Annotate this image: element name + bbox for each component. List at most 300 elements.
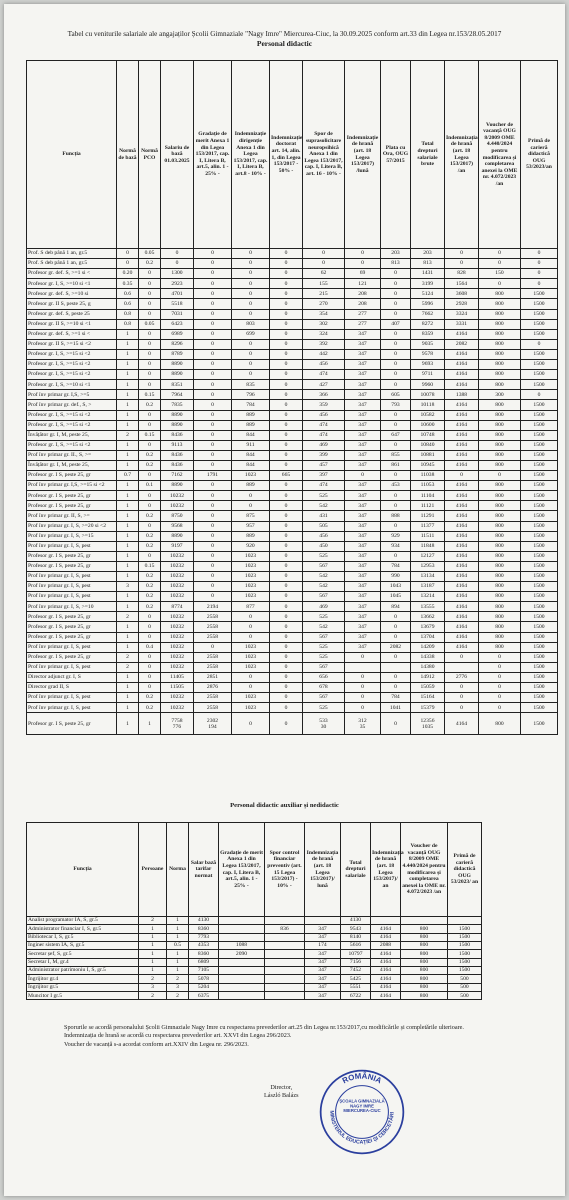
table-cell: 647	[381, 430, 411, 440]
table-cell: 0	[479, 249, 521, 259]
row-function-cell: Profesor gr. I, S, >=15 si <2	[27, 410, 117, 420]
table-row	[27, 289, 558, 299]
table-cell: 0	[479, 662, 521, 672]
table-cell: 0	[445, 471, 479, 481]
table-cell: 0	[345, 683, 381, 693]
table-cell: 1	[117, 400, 139, 410]
table-cell: 0.2	[139, 541, 161, 551]
table-cell: 0	[270, 521, 303, 531]
table-cell: 0	[194, 572, 232, 582]
table-cell: 1	[117, 693, 139, 703]
table-cell: 0	[270, 349, 303, 359]
table-cell: 2	[139, 917, 167, 925]
table-cell: 800	[479, 622, 521, 632]
table-cell: 1	[117, 501, 139, 511]
table-cell: 0	[381, 360, 411, 370]
table-cell: 0	[232, 713, 270, 735]
table-cell: 7452	[341, 967, 371, 975]
table-cell: 347	[345, 410, 381, 420]
table-cell: 15059	[411, 683, 445, 693]
table-cell: 0	[270, 380, 303, 390]
table-cell: 1	[167, 933, 189, 941]
table-cell: 835	[232, 380, 270, 390]
table-row	[27, 917, 482, 925]
table-cell: 1564	[445, 279, 479, 289]
table-cell: 2	[139, 992, 167, 1000]
table-cell: 2928	[445, 299, 479, 309]
table-cell: 9960	[411, 380, 445, 390]
table-cell: 796	[232, 390, 270, 400]
table-row	[27, 551, 558, 561]
table-cell: 6989	[161, 329, 194, 339]
table-cell: 0	[445, 249, 479, 259]
table-cell	[219, 975, 265, 983]
row-function-cell: Profesor gr. I S, peste 25, gr	[27, 652, 117, 662]
row-function-cell: Profesor gr. II S, peste 25, g	[27, 299, 117, 309]
table-cell: 0	[381, 329, 411, 339]
table-cell: 3331	[445, 319, 479, 329]
table-cell: 1388	[445, 390, 479, 400]
table-cell: 800	[401, 942, 448, 950]
stacked-value: 35	[359, 723, 366, 730]
table-cell: 9578	[411, 349, 445, 359]
table-cell: 0	[194, 329, 232, 339]
table-cell: 0	[139, 329, 161, 339]
table-cell: 300	[479, 390, 521, 400]
table-cell: 1500	[448, 925, 482, 933]
table-cell: 800	[479, 420, 521, 430]
table-cell: 4164	[445, 329, 479, 339]
table-cell: 1500	[448, 967, 482, 975]
table-cell: 2558	[194, 703, 232, 713]
table-cell: 14209	[411, 642, 445, 652]
table-cell: 13214	[411, 592, 445, 602]
table-cell: 7162	[161, 471, 194, 481]
table-cell: 1500	[521, 319, 558, 329]
table-cell: 0	[194, 279, 232, 289]
table-cell: 1	[117, 642, 139, 652]
table-cell: 1500	[521, 289, 558, 299]
row-function-cell: Analist programator IA, S, gr.5	[27, 917, 139, 925]
row-function-cell: Prof înv primar gr. I, S, pest	[27, 582, 117, 592]
table-cell: 525	[303, 612, 345, 622]
table-cell: 0	[194, 349, 232, 359]
table-cell	[265, 942, 305, 950]
table-cell: 800	[401, 933, 448, 941]
table-cell	[345, 713, 381, 735]
row-function-cell: Muncitor I gr.5	[27, 992, 139, 1000]
column-header: Indemnizația de hrană (art. 18 Legea 153/2017)/ lună	[305, 823, 341, 917]
table-cell: 0	[270, 450, 303, 460]
table-cell: 0	[194, 531, 232, 541]
table-cell: 121	[345, 279, 381, 289]
table-cell: 10232	[161, 612, 194, 622]
stacked-value: 1035	[421, 723, 434, 730]
table-cell: 1	[117, 531, 139, 541]
table-cell: 1	[117, 572, 139, 582]
table-cell: 10840	[411, 440, 445, 450]
table-cell: 469	[303, 602, 345, 612]
row-function-cell: Bibliotecar I, S, gr.5	[27, 933, 139, 941]
table-cell: 456	[303, 410, 345, 420]
table-cell: 8890	[161, 420, 194, 430]
table-row	[27, 602, 558, 612]
row-function-cell: Inginer sistem IA, S, gr.5	[27, 942, 139, 950]
table-cell: 0	[194, 309, 232, 319]
table-cell: 800	[401, 975, 448, 983]
table-cell: 8359	[411, 329, 445, 339]
table-cell: 10078	[411, 390, 445, 400]
stacked-value: 30	[320, 723, 327, 730]
table-cell: 1	[117, 592, 139, 602]
table-cell: 0	[194, 440, 232, 450]
table-cell: 347	[305, 967, 341, 975]
table-cell: 0	[194, 450, 232, 460]
table-cell: 0	[345, 693, 381, 703]
row-function-cell: Profesor gr. I, S, >=15 si <2	[27, 420, 117, 430]
table-cell: 1	[167, 917, 189, 925]
table-cell: 1023	[232, 572, 270, 582]
table-cell: 0	[139, 289, 161, 299]
table-cell: 2	[117, 430, 139, 440]
table-cell: 15164	[411, 693, 445, 703]
table-cell: 0	[270, 420, 303, 430]
table-cell: 0	[117, 249, 139, 259]
table-cell: 0	[381, 410, 411, 420]
table-cell: 8890	[161, 481, 194, 491]
table-cell: 0	[270, 592, 303, 602]
table-cell: 7835	[161, 400, 194, 410]
table-cell: 347	[345, 501, 381, 511]
table-cell: 1500	[521, 420, 558, 430]
row-function-cell: Prof înv primar gr. I, S, >=20 si <2	[27, 521, 117, 531]
table-row	[27, 319, 558, 329]
table-cell: 208	[345, 299, 381, 309]
stacked-value: 12356	[420, 717, 435, 724]
table-cell: 0	[139, 370, 161, 380]
table-cell: 0.2	[139, 693, 161, 703]
table-cell: 800	[479, 360, 521, 370]
table-cell: 0	[139, 309, 161, 319]
table-cell: 2090	[219, 950, 265, 958]
table-cell: 0	[232, 269, 270, 279]
table-cell: 2851	[194, 672, 232, 682]
table-cell: 990	[381, 572, 411, 582]
table-cell: 1	[117, 450, 139, 460]
table-cell: 1023	[232, 582, 270, 592]
row-function-cell: Secretar I, M, gr.4	[27, 958, 139, 966]
table-cell: 0.2	[139, 400, 161, 410]
column-header: Indemnizație doctorat art. 14, alin. 1, din Legea 153/2017 - 50% -	[270, 61, 303, 249]
row-function-cell: Profesor gr. II S, >=10 si <1	[27, 319, 117, 329]
column-header: Gradație de merit Anexa 1 din Legea 153/2017, cap. I, Litera B, art.5, alin. 1 - 25% -	[194, 61, 232, 249]
table-cell: 525	[303, 491, 345, 501]
table-row	[27, 541, 558, 551]
table-cell: 2	[117, 612, 139, 622]
table-cell: 0.2	[139, 259, 161, 269]
table-cell: 208	[345, 289, 381, 299]
row-function-cell: Prof înv primar gr. I, S, pest	[27, 541, 117, 551]
row-function-cell: Prof înv primar gr. I, S, pest	[27, 662, 117, 672]
table-cell: 800	[401, 983, 448, 991]
table-cell: 4164	[445, 561, 479, 571]
table-cell: 800	[479, 460, 521, 470]
table-cell: 0	[139, 360, 161, 370]
row-function-cell: Profesor gr. I S, peste 25, gr	[27, 501, 117, 511]
row-function-cell: Profesor gr. I, S, >=15 si <2	[27, 440, 117, 450]
table-cell: 1500	[521, 592, 558, 602]
table-row	[27, 410, 558, 420]
table-cell: 1	[117, 390, 139, 400]
table-cell: 347	[345, 329, 381, 339]
table-cell: 525	[303, 703, 345, 713]
table-cell: 0	[270, 319, 303, 329]
table-cell: 0	[381, 501, 411, 511]
table-cell: 1	[117, 360, 139, 370]
table-cell: 0.8	[117, 319, 139, 329]
row-function-cell: Administrator patrimoniu I, S, gr.5	[27, 967, 139, 975]
table-cell: 0	[270, 430, 303, 440]
table-cell: 0	[521, 390, 558, 400]
table-cell: 474	[303, 481, 345, 491]
table-cell: 1500	[448, 950, 482, 958]
table-cell: 567	[303, 632, 345, 642]
table-cell: 0	[232, 259, 270, 269]
table-cell: 0	[445, 652, 479, 662]
table-cell: 2194	[194, 602, 232, 612]
note-2: Indemnizația de hrană se acordă cu respectarea prevederilor art. XXVI din Legea 296/2023.	[64, 1032, 292, 1040]
table-cell: 4164	[445, 612, 479, 622]
table-cell: 347	[345, 360, 381, 370]
table-cell: 4164	[371, 950, 401, 958]
table-cell	[161, 713, 194, 735]
table-cell: 0	[345, 249, 381, 259]
table-cell: 5124	[411, 289, 445, 299]
table-cell: 1500	[521, 309, 558, 319]
table-cell: 0	[139, 471, 161, 481]
table-cell: 4164	[371, 975, 401, 983]
table-cell: 505	[303, 521, 345, 531]
section-title-auxiliar: Personal didactic auxiliar și nedidactic	[230, 802, 339, 809]
column-header: Gradație de merit Anexa 1 din Legea 153/2017, cap. I, Litera B, art.5, alin. 1 - 25% -	[219, 823, 265, 917]
table-cell: 0	[194, 582, 232, 592]
table-cell: 0	[270, 642, 303, 652]
row-function-cell: Profesor gr. def. S, peste 25	[27, 309, 117, 319]
table-cell: 1	[117, 329, 139, 339]
table-cell: 4130	[189, 917, 219, 925]
table-cell: 1	[117, 602, 139, 612]
table-cell: 1041	[381, 703, 411, 713]
table-row	[27, 430, 558, 440]
table-cell: 0	[139, 339, 161, 349]
table-cell	[305, 917, 341, 925]
table-cell: 0	[345, 672, 381, 682]
table-cell: 0	[345, 259, 381, 269]
table-cell: 0	[479, 259, 521, 269]
table-cell: 800	[479, 309, 521, 319]
table-cell: 8436	[161, 430, 194, 440]
table-cell: 500	[448, 975, 482, 983]
table-cell: 3	[139, 983, 167, 991]
table-cell: 4164	[371, 967, 401, 975]
table-cell: 347	[345, 430, 381, 440]
table-cell: 11038	[411, 471, 445, 481]
table-cell: 1	[117, 541, 139, 551]
table-cell: 0	[381, 309, 411, 319]
table-cell: 347	[305, 983, 341, 991]
table-cell: 1500	[521, 349, 558, 359]
table-cell: 1	[117, 481, 139, 491]
table-cell: 0	[270, 491, 303, 501]
table-cell	[265, 967, 305, 975]
table-cell: 911	[232, 440, 270, 450]
table-cell: 0	[479, 279, 521, 289]
table-cell: 500	[448, 992, 482, 1000]
table-cell: 0.05	[139, 249, 161, 259]
row-function-cell: Prof înv primar gr. II., S, >=	[27, 450, 117, 460]
table-cell: 0	[139, 380, 161, 390]
table-cell: 4164	[445, 360, 479, 370]
table-cell: 0	[381, 551, 411, 561]
table-cell: 7156	[341, 958, 371, 966]
row-function-cell: Prof înv primar gr. I, S, pest	[27, 642, 117, 652]
table-cell: 7793	[189, 933, 219, 941]
table-cell: 150	[479, 269, 521, 279]
table-cell: 0	[161, 259, 194, 269]
table-cell: 0	[270, 703, 303, 713]
table-cell: 12953	[411, 561, 445, 571]
table-cell: 1500	[521, 652, 558, 662]
table-cell: 215	[303, 289, 345, 299]
table-cell: 0	[194, 561, 232, 571]
table-cell: 1	[117, 440, 139, 450]
column-header: Indemnizație dirigenție Anexa 1 din Legea 153/2017, cap. I, Litera B, art.8 - 10% -	[232, 61, 270, 249]
table-cell: 0	[194, 400, 232, 410]
table-cell: 1431	[411, 269, 445, 279]
table-cell: 347	[345, 531, 381, 541]
table-cell: 0	[270, 370, 303, 380]
table-cell: 0	[139, 551, 161, 561]
table-cell: 4164	[445, 602, 479, 612]
table-cell: 0	[381, 612, 411, 622]
table-cell	[194, 713, 232, 735]
table-cell: 1500	[521, 299, 558, 309]
row-function-cell: Profesor gr. I S, peste 25, gr	[27, 622, 117, 632]
table-cell: 800	[479, 450, 521, 460]
table-cell: 0	[194, 380, 232, 390]
table-row	[27, 572, 558, 582]
table-row	[27, 975, 482, 983]
table-cell: 0.15	[139, 561, 161, 571]
table-cell: 0	[479, 471, 521, 481]
table-cell: 1500	[521, 531, 558, 541]
table-cell	[265, 975, 305, 983]
table-cell: 1	[167, 967, 189, 975]
table-cell: 0	[139, 299, 161, 309]
table-cell: 934	[381, 541, 411, 551]
table-cell: 7031	[161, 309, 194, 319]
table-cell: 0	[139, 440, 161, 450]
row-function-cell: Îngrijitor gr.4	[27, 975, 139, 983]
row-function-cell: Profesor gr. I S, peste 25, gr	[27, 632, 117, 642]
table-cell: 1	[117, 410, 139, 420]
table-cell: 1500	[521, 511, 558, 521]
main-salary-table	[26, 60, 558, 735]
table-cell: 7105	[189, 967, 219, 975]
table-cell: 8436	[161, 460, 194, 470]
table-cell: 347	[345, 511, 381, 521]
table-cell	[448, 917, 482, 925]
table-cell: 1500	[521, 541, 558, 551]
table-cell: 474	[303, 370, 345, 380]
table-cell: 0	[270, 713, 303, 735]
table-cell: 3	[117, 582, 139, 592]
table-cell	[219, 917, 265, 925]
table-cell: 699	[232, 329, 270, 339]
table-cell: 1023	[232, 662, 270, 672]
table-cell: 8890	[161, 370, 194, 380]
table-cell: 0	[270, 662, 303, 672]
column-header: Persoane	[139, 823, 167, 917]
stamp-center-text: ȘCOALA GIMNAZIALĂ NAGY IMRE MIERCUREA-CIUC	[339, 1099, 385, 1114]
table-cell: 1500	[521, 481, 558, 491]
table-cell: 1	[117, 460, 139, 470]
table-cell: 0	[194, 289, 232, 299]
table-cell: 800	[479, 713, 521, 735]
table-cell: 0	[194, 511, 232, 521]
table-row	[27, 259, 558, 269]
table-cell: 793	[381, 400, 411, 410]
table-cell: 567	[303, 693, 345, 703]
table-cell: 0	[194, 360, 232, 370]
table-cell: 11104	[411, 491, 445, 501]
table-cell: 347	[345, 420, 381, 430]
table-cell: 4164	[445, 541, 479, 551]
table-cell: 1500	[521, 370, 558, 380]
table-row	[27, 592, 558, 602]
table-cell: 1500	[521, 410, 558, 420]
row-function-cell: Profesor gr. II S, >=15 si <2	[27, 339, 117, 349]
table-cell: 1023	[232, 592, 270, 602]
table-row	[27, 713, 558, 735]
table-row	[27, 992, 482, 1000]
table-cell: 784	[381, 693, 411, 703]
table-cell: 10232	[161, 572, 194, 582]
table-cell: 4164	[445, 582, 479, 592]
table-cell	[219, 967, 265, 975]
table-cell: 0	[139, 652, 161, 662]
table-cell: 1500	[521, 460, 558, 470]
table-cell: 1500	[521, 380, 558, 390]
table-row	[27, 693, 558, 703]
table-cell: 0.20	[117, 269, 139, 279]
table-cell: 0	[194, 430, 232, 440]
table-cell: 1	[139, 713, 161, 735]
table-cell: 8140	[341, 933, 371, 941]
table-cell: 800	[479, 400, 521, 410]
table-cell: 0	[139, 420, 161, 430]
stamp-ring-text: MINISTERUL EDUCAȚIEI ȘI CERCETĂRI	[328, 1110, 396, 1146]
column-header: Norma	[167, 823, 189, 917]
table-cell: 15379	[411, 703, 445, 713]
row-function-cell: Profesor gr. I, S, >=10 si <1	[27, 279, 117, 289]
table-cell: 665	[270, 471, 303, 481]
column-header: Normă de bază	[117, 61, 139, 249]
row-function-cell: Prof înv primar gr. I, S, >=15	[27, 531, 117, 541]
table-cell: 2558	[194, 652, 232, 662]
table-cell: 8436	[161, 450, 194, 460]
table-cell: 0	[139, 622, 161, 632]
